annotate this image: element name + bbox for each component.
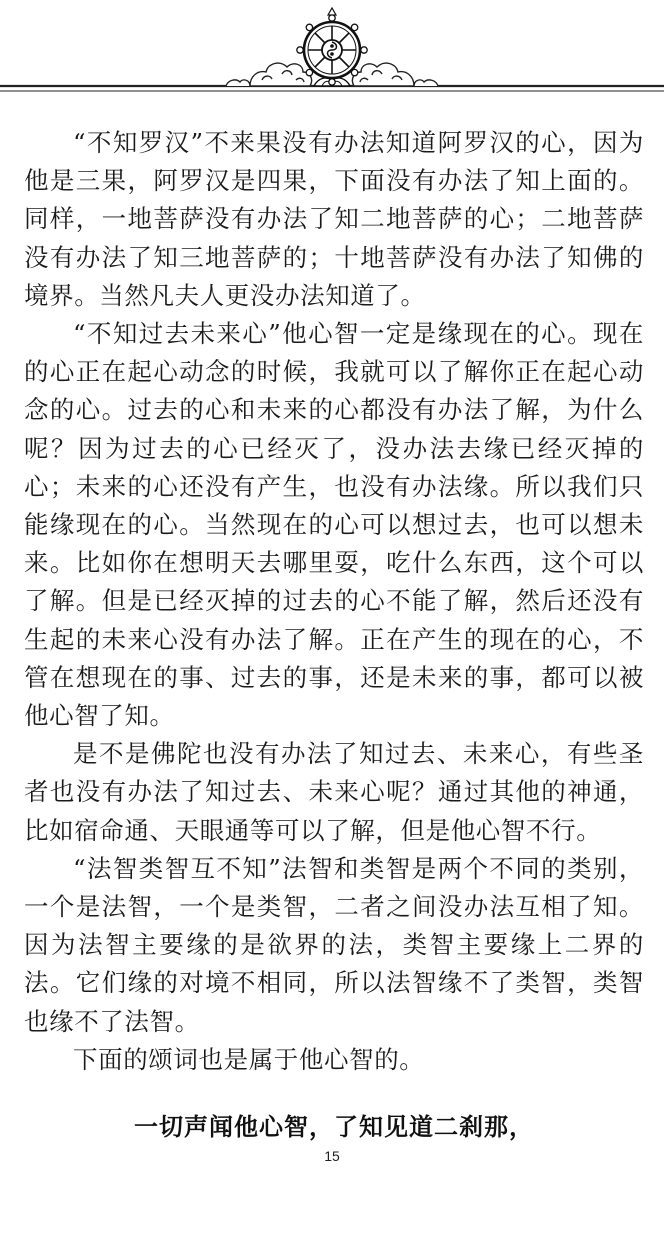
page-number: 15 xyxy=(324,1148,340,1164)
right-cloud-scroll-icon xyxy=(352,63,438,86)
dharma-wheel-header-ornament xyxy=(0,0,664,110)
left-cloud-scroll-icon xyxy=(226,63,312,86)
dharma-wheel-icon xyxy=(297,8,367,86)
header-rule-lines xyxy=(0,86,664,91)
page-body xyxy=(24,124,644,1142)
paragraph-not-knowing-past-future-mind: “不知过去未来心”他心智一定是缘现在的心。现在的心正在起心动念的时候，我就可以了解你正在起心动念的心。过去的心和未来的心都没有办法了解，为什么呢？因为过去的心已经灭了，没办法去缘已经灭掉的心；未来的心还没有产生，也没有办法缘。所以我们只能缘现在的心。当然现在的心可以想过去，也可以想未来。比如你在想明天去哪里耍，吃什么东西，这个可以了解。但是已经灭掉的过去的心不能了解，然后还没有生起的未来心没有办法了解。正在产生的现在的心，不管在想现在的事、过去的事，还是未来的事，都可以被他心智了知。 xyxy=(24,319,644,731)
paragraph-dharma-and-subsequent-knowledge: “法智类智互不知”法智和类智是两个不同的类别，一个是法智，一个是类智，二者之间没办法互相了知。因为法智主要缘的是欲界的法，类智主要缘上二界的法。它们缘的对境不相同，所以法智缘不了类智，类智也缘不了法智。 xyxy=(24,853,644,1036)
paragraph-verse-introduction: 下面的颂词也是属于他心智的。 xyxy=(73,1044,425,1074)
verse-line: 一切声闻他心智，了知见道二刹那， xyxy=(134,1113,534,1142)
paragraph-buddha-and-saints: 是不是佛陀也没有办法了知过去、未来心，有些圣者也没有办法了知过去、未来心呢？通过其他的神通，比如宿命通、天眼通等可以了解，但是他心智不行。 xyxy=(24,739,644,845)
paragraph-not-knowing-arhat: “不知罗汉”不来果没有办法知道阿罗汉的心，因为他是三果，阿罗汉是四果，下面没有办法了知上面的。同样，一地菩萨没有办法了知二地菩萨的心；二地菩萨没有办法了知三地菩萨的；十地菩萨没有办法了知佛的境界。当然凡夫人更没办法知道了。 xyxy=(24,128,644,310)
